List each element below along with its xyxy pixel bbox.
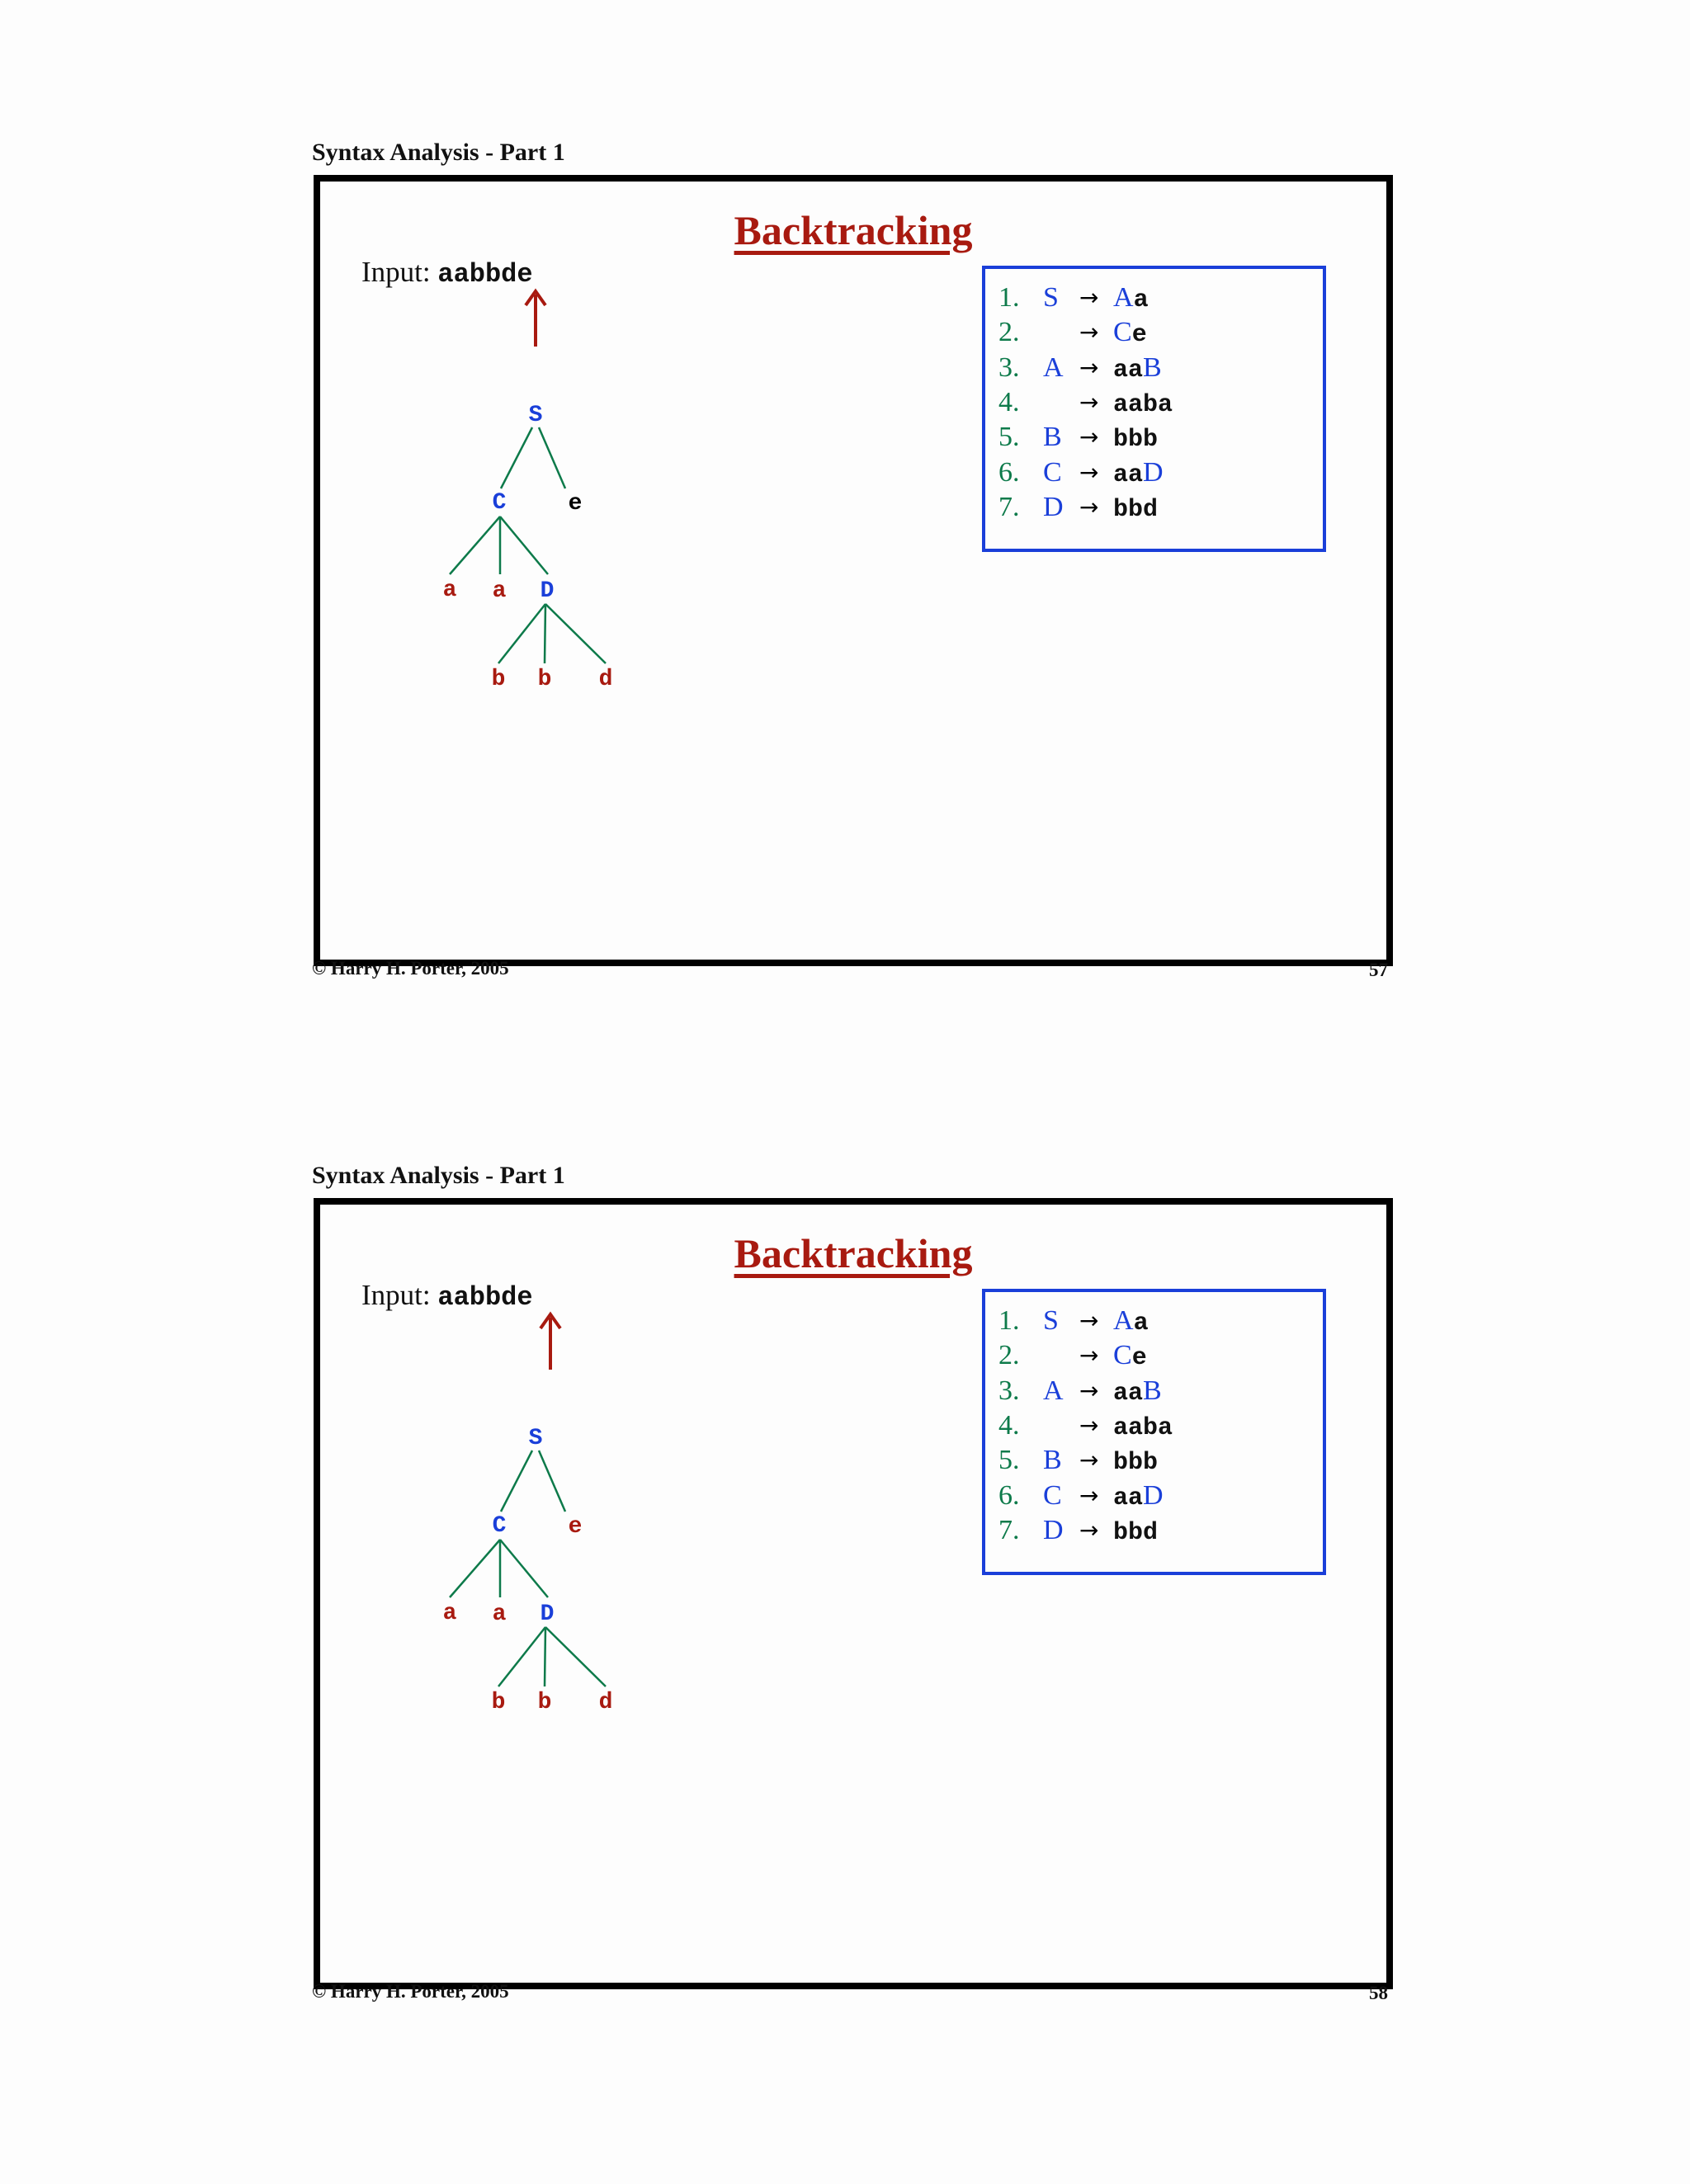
slide-title: Backtracking [734, 207, 973, 253]
right-arrow-icon: → [1079, 318, 1099, 347]
right-arrow-icon: → [1079, 353, 1099, 381]
rule-nonterminal: D [1143, 1479, 1164, 1511]
copyright: © Harry H. Porter, 2005 [312, 958, 509, 979]
grammar-rule-row [985, 1375, 1323, 1410]
rule-nonterminal: C [1113, 1340, 1132, 1371]
right-arrow-icon: → [1079, 1307, 1099, 1334]
rule-rhs [1113, 1480, 1164, 1512]
rule-terminal: bbd [1113, 1518, 1159, 1547]
tree-node-b: b [491, 667, 506, 692]
rule-number: 2. [998, 1340, 1020, 1371]
grammar-rule-row [985, 1480, 1323, 1515]
rule-number: 4. [998, 1409, 1020, 1441]
rule-lhs: A [1043, 351, 1064, 383]
right-arrow-icon: → [1079, 458, 1099, 486]
grammar-rule-row [985, 422, 1323, 456]
rule-terminal: aaba [1113, 390, 1173, 419]
rule-rhs [1113, 492, 1158, 524]
rule-rhs [1113, 1445, 1158, 1477]
right-arrow-icon: → [1079, 1411, 1099, 1439]
rule-rhs [1113, 352, 1162, 384]
rule-lhs: S [1043, 1305, 1059, 1336]
rule-nonterminal: A [1113, 1305, 1134, 1336]
rule-lhs: D [1043, 1514, 1064, 1545]
rule-terminal: e [1131, 321, 1147, 350]
grammar-rule-row [985, 352, 1323, 387]
tree-node-S: S [528, 403, 543, 428]
rule-terminal: a [1133, 1309, 1149, 1337]
grammar-rule-row [985, 1410, 1323, 1445]
rule-number: 4. [998, 386, 1020, 417]
tree-node-b: b [491, 1690, 506, 1715]
tree-node-b: b [537, 667, 552, 692]
rule-lhs: C [1043, 456, 1062, 488]
page-header: Syntax Analysis - Part 1 [312, 1162, 565, 1189]
rule-lhs: B [1043, 422, 1062, 453]
page-number: 57 [1369, 960, 1388, 980]
rule-lhs: B [1043, 1445, 1062, 1476]
rule-terminal: aa [1113, 460, 1144, 489]
rule-number: 6. [998, 456, 1020, 488]
tree-node-a: a [492, 578, 507, 604]
copyright: © Harry H. Porter, 2005 [312, 1981, 509, 2002]
rule-lhs: A [1043, 1375, 1064, 1406]
right-arrow-icon: → [1079, 423, 1099, 451]
right-arrow-icon: → [1079, 1481, 1099, 1509]
tree-node-a: a [442, 1601, 457, 1626]
grammar-rule-row [985, 317, 1323, 351]
rule-number: 2. [998, 317, 1020, 348]
tree-node-d: d [598, 1690, 613, 1715]
tree-node-e: e [568, 491, 583, 517]
rule-terminal: aaba [1113, 1413, 1173, 1442]
tree-node-C: C [492, 1513, 507, 1539]
rule-terminal: bbd [1113, 495, 1159, 524]
grammar-rule-row [985, 1340, 1323, 1375]
rule-number: 7. [998, 1514, 1020, 1545]
tree-node-e: e [568, 1514, 583, 1540]
rule-rhs [1113, 1410, 1173, 1442]
grammar-rule-row [985, 387, 1323, 422]
grammar-rule-row [985, 1515, 1323, 1550]
rule-lhs: C [1043, 1479, 1062, 1511]
grammar-rule-row [985, 1305, 1323, 1340]
rule-number: 5. [998, 1445, 1020, 1476]
rule-number: 1. [998, 1305, 1020, 1336]
tree-edges [450, 427, 606, 663]
rule-rhs [1113, 457, 1164, 489]
rule-terminal: aa [1113, 1379, 1144, 1408]
grammar-rule-row [985, 457, 1323, 492]
rule-rhs [1113, 387, 1173, 419]
slide-title: Backtracking [734, 1230, 973, 1276]
slide-page-2 [0, 1023, 1690, 2046]
page-number: 58 [1369, 1983, 1388, 2003]
grammar-rule-row [985, 1445, 1323, 1479]
input-pointer-arrow-icon [541, 1314, 560, 1370]
rule-nonterminal: C [1113, 317, 1132, 348]
rule-number: 6. [998, 1479, 1020, 1511]
rule-rhs [1113, 282, 1149, 314]
input-pointer-arrow-icon [526, 291, 545, 347]
grammar-rule-row [985, 492, 1323, 526]
tree-node-C: C [492, 490, 507, 516]
rule-nonterminal: B [1143, 351, 1162, 383]
slide-frame [314, 175, 1393, 966]
slide-frame [314, 1198, 1393, 1989]
input-value: aabbde [437, 259, 533, 290]
rule-number: 3. [998, 1375, 1020, 1406]
grammar-box [982, 1289, 1326, 1575]
tree-node-a: a [492, 1601, 507, 1627]
right-arrow-icon: → [1079, 493, 1099, 521]
rule-terminal: aa [1113, 356, 1144, 384]
rule-lhs: S [1043, 282, 1059, 313]
input-label: Input: [361, 256, 431, 288]
rule-terminal: bbb [1113, 1449, 1159, 1478]
tree-node-a: a [442, 578, 457, 603]
tree-node-b: b [537, 1690, 552, 1715]
rule-number: 3. [998, 351, 1020, 383]
page-header: Syntax Analysis - Part 1 [312, 139, 565, 166]
right-arrow-icon: → [1079, 1342, 1099, 1370]
input-value: aabbde [437, 1282, 533, 1313]
rule-rhs [1113, 1515, 1158, 1547]
rule-rhs [1113, 317, 1147, 349]
right-arrow-icon: → [1079, 1376, 1099, 1404]
rule-terminal: bbb [1113, 426, 1159, 455]
rule-number: 5. [998, 422, 1020, 453]
rule-nonterminal: B [1143, 1375, 1162, 1406]
rule-rhs [1113, 422, 1158, 454]
right-arrow-icon: → [1079, 284, 1099, 311]
rule-rhs [1113, 1305, 1149, 1337]
tree-node-d: d [598, 667, 613, 692]
grammar-rule-row [985, 282, 1323, 317]
tree-edges [450, 1450, 606, 1686]
slide-page-1 [0, 0, 1690, 1023]
input-label: Input: [361, 1279, 431, 1311]
rule-lhs: D [1043, 491, 1064, 522]
tree-node-D: D [540, 578, 555, 604]
rule-rhs [1113, 1375, 1162, 1408]
rule-rhs [1113, 1340, 1147, 1372]
rule-terminal: e [1131, 1344, 1147, 1373]
rule-terminal: aa [1113, 1484, 1144, 1512]
rule-nonterminal: D [1143, 456, 1164, 488]
right-arrow-icon: → [1079, 388, 1099, 416]
right-arrow-icon: → [1079, 1516, 1099, 1544]
tree-node-S: S [528, 1426, 543, 1451]
rule-number: 7. [998, 491, 1020, 522]
tree-node-D: D [540, 1601, 555, 1627]
right-arrow-icon: → [1079, 1446, 1099, 1474]
rule-number: 1. [998, 282, 1020, 313]
rule-nonterminal: A [1113, 282, 1134, 313]
rule-terminal: a [1133, 286, 1149, 314]
grammar-box [982, 266, 1326, 552]
